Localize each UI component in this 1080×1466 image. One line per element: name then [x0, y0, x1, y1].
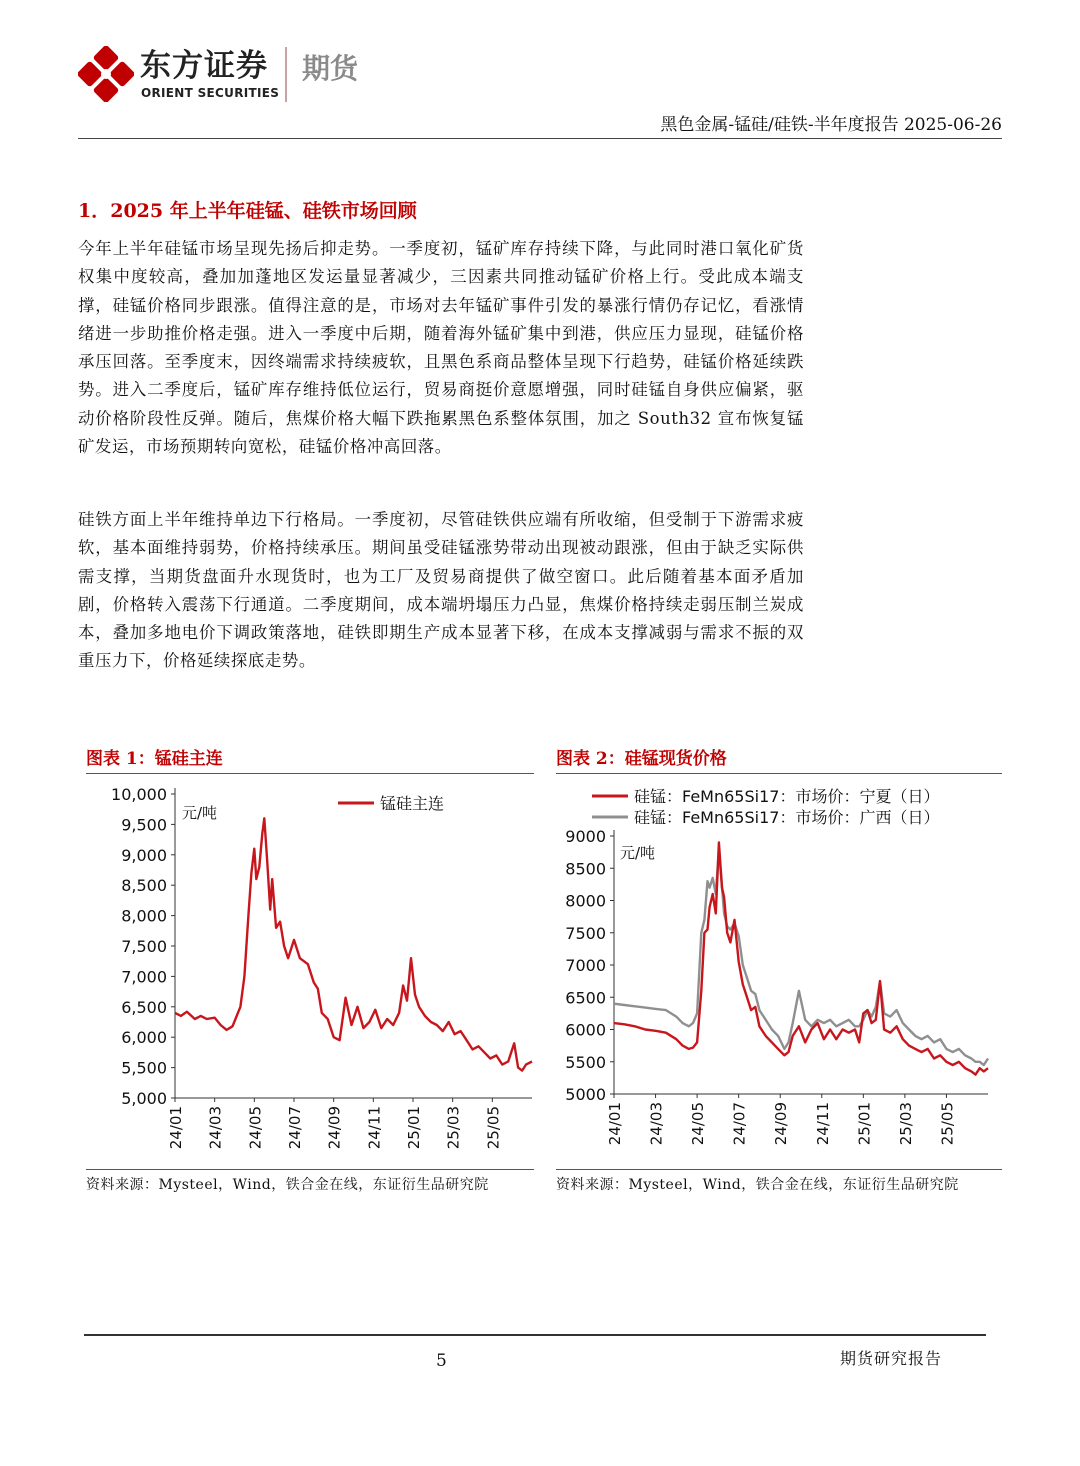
- chart-2-y-tick-label: 9000: [565, 827, 606, 846]
- chart-2-x-tick-label: 25/03: [896, 1102, 915, 1146]
- chart-2-y-tick-label: 7000: [565, 956, 606, 975]
- page-number: 5: [436, 1351, 447, 1371]
- chart-1-x-tick-label: 24/09: [325, 1106, 344, 1150]
- chart-2-x-tick-label: 24/11: [813, 1102, 832, 1146]
- brand-subtitle: 期货: [302, 52, 359, 85]
- chart-2-y-tick-label: 6500: [565, 988, 606, 1008]
- paragraph-ferrosilicon: 硅铁方面上半年维持单边下行格局。一季度初，尽管硅铁供应端有所收缩，但受制于下游需求疲软，基本面维持弱势，价格持续承压。期间虽受硅锰涨势带动出现被动跟涨，但由于缺乏实际供需支撑，当期货盘面升水现货时，也为工厂及贸易商提供了做空窗口。此后随着基本面矛盾加剧，价格转入震荡下行通道。二季度期间，成本端坍塌压力凸显，焦煤价格持续走弱压制兰炭成本，叠加多地电价下调政策落地，硅铁即期生产成本显著下移，在成本支撑减弱与需求不振的双重压力下，价格延续探底走势。: [78, 510, 804, 671]
- chart-1-y-tick-label: 7,000: [121, 967, 167, 987]
- chart-1-legend-label-1: 锰硅主连: [380, 794, 445, 813]
- brand-name-cn: 东方证券: [140, 48, 268, 84]
- chart-2-x-tick-label: 24/03: [647, 1102, 666, 1146]
- chart-2: [556, 776, 1002, 1166]
- report-meta: 黑色金属-锰硅/硅铁-半年度报告 2025-06-26: [660, 115, 1002, 135]
- figure-2-rule-top: [556, 773, 1002, 774]
- chart-2-legend-label-1: 硅锰：FeMn65Si17：市场价：宁夏（日）: [634, 787, 940, 806]
- footer-divider: [84, 1334, 986, 1336]
- figure-1-source: 资料来源：Mysteel，Wind，铁合金在线，东证衍生品研究院: [86, 1177, 489, 1193]
- orient-securities-logo-icon: [78, 46, 134, 102]
- chart-1-x-tick-label: 24/05: [246, 1106, 265, 1150]
- figure-1-title: 图表 1：锰硅主连: [86, 749, 223, 769]
- brand-name-en: ORIENT SECURITIES: [141, 86, 280, 100]
- chart-1-x-tick-label: 24/11: [365, 1106, 384, 1150]
- figure-2-rule-bottom: [556, 1169, 1002, 1170]
- figure-1-rule-bottom: [86, 1169, 534, 1170]
- chart-1-x-tick-label: 24/07: [286, 1106, 304, 1150]
- chart-1-y-tick-label: 5,000: [121, 1089, 167, 1108]
- figure-2-source: 资料来源：Mysteel，Wind，铁合金在线，东证衍生品研究院: [556, 1177, 959, 1193]
- chart-1-x-tick-label: 24/03: [206, 1106, 225, 1150]
- chart-1-y-tick-label: 9,500: [121, 815, 167, 835]
- chart-1-y-tick-label: 7,500: [121, 937, 167, 956]
- chart-1-y-tick-label: 5,500: [121, 1058, 167, 1078]
- brand-divider: [285, 47, 287, 102]
- header-divider: [78, 138, 1002, 139]
- chart-1-y-tick-label: 6,500: [121, 997, 167, 1017]
- chart-1: [86, 776, 534, 1166]
- chart-2-x-tick-label: 25/01: [855, 1102, 874, 1146]
- chart-1-y-tick-label: 9,000: [121, 845, 167, 865]
- chart-1-y-tick-label: 8,500: [121, 876, 167, 896]
- chart-1-unit-label: 元/吨: [182, 804, 218, 822]
- chart-2-x-tick-label: 25/05: [938, 1102, 957, 1146]
- chart-2-y-tick-label: 6000: [565, 1020, 606, 1040]
- chart-2-unit-label: 元/吨: [620, 844, 656, 862]
- chart-1-x-tick-label: 25/03: [444, 1106, 463, 1150]
- figure-2-title: 图表 2：硅锰现货价格: [556, 749, 727, 769]
- chart-1-series-line-1: [175, 818, 532, 1070]
- chart-2-y-tick-label: 7500: [565, 923, 606, 943]
- chart-2-y-tick-label: 5500: [565, 1052, 606, 1072]
- figure-1-rule-top: [86, 773, 534, 774]
- chart-2-x-tick-label: 24/01: [606, 1102, 624, 1146]
- section-title: 1．2025 年上半年硅锰、硅铁市场回顾: [78, 200, 417, 222]
- paragraph-silicomanganese: 今年上半年硅锰市场呈现先扬后抑走势。一季度初，锰矿库存持续下降，与此同时港口氧化矿货权集中度较高，叠加加蓬地区发运量显著减少，三因素共同推动锰矿价格上行。受此成本端支撑，硅锰价格同步跟涨。值得注意的是，市场对去年锰矿事件引发的暴涨行情仍存记忆，看涨情绪进一步助推价格走强。进入一季度中后期，随着海外锰矿集中到港，供应压力显现，硅锰价格承压回落。至季度末，因终端需求持续疲软，且黑色系商品整体呈现下行趋势，硅锰价格延续跌势。进入二季度后，锰矿库存维持低位运行，贸易商挺价意愿增强，同时硅锰自身供应偏紧，驱动价格阶段性反弹。随后，焦煤价格大幅下跌拖累黑色系整体氛围，加之 South32 宣布恢复锰矿发运，市场预期转向宽松，硅锰价格冲高回落。: [78, 239, 804, 457]
- chart-1-x-tick-label: 25/01: [405, 1106, 423, 1150]
- chart-1-x-tick-label: 24/01: [167, 1106, 185, 1150]
- chart-2-x-tick-label: 24/07: [730, 1102, 749, 1146]
- chart-1-y-tick-label: 10,000: [111, 785, 167, 804]
- footer-label: 期货研究报告: [840, 1349, 943, 1368]
- chart-2-y-tick-label: 5000: [565, 1085, 606, 1104]
- chart-2-x-tick-label: 24/09: [772, 1102, 791, 1146]
- chart-2-legend-label-2: 硅锰：FeMn65Si17：市场价：广西（日）: [634, 808, 940, 827]
- chart-1-y-tick-label: 8,000: [121, 906, 167, 926]
- chart-1-y-tick-label: 6,000: [121, 1028, 167, 1048]
- chart-2-y-tick-label: 8000: [565, 891, 606, 911]
- chart-1-x-tick-label: 25/05: [484, 1106, 503, 1150]
- chart-2-y-tick-label: 8500: [565, 859, 606, 879]
- chart-2-x-tick-label: 24/05: [689, 1102, 708, 1146]
